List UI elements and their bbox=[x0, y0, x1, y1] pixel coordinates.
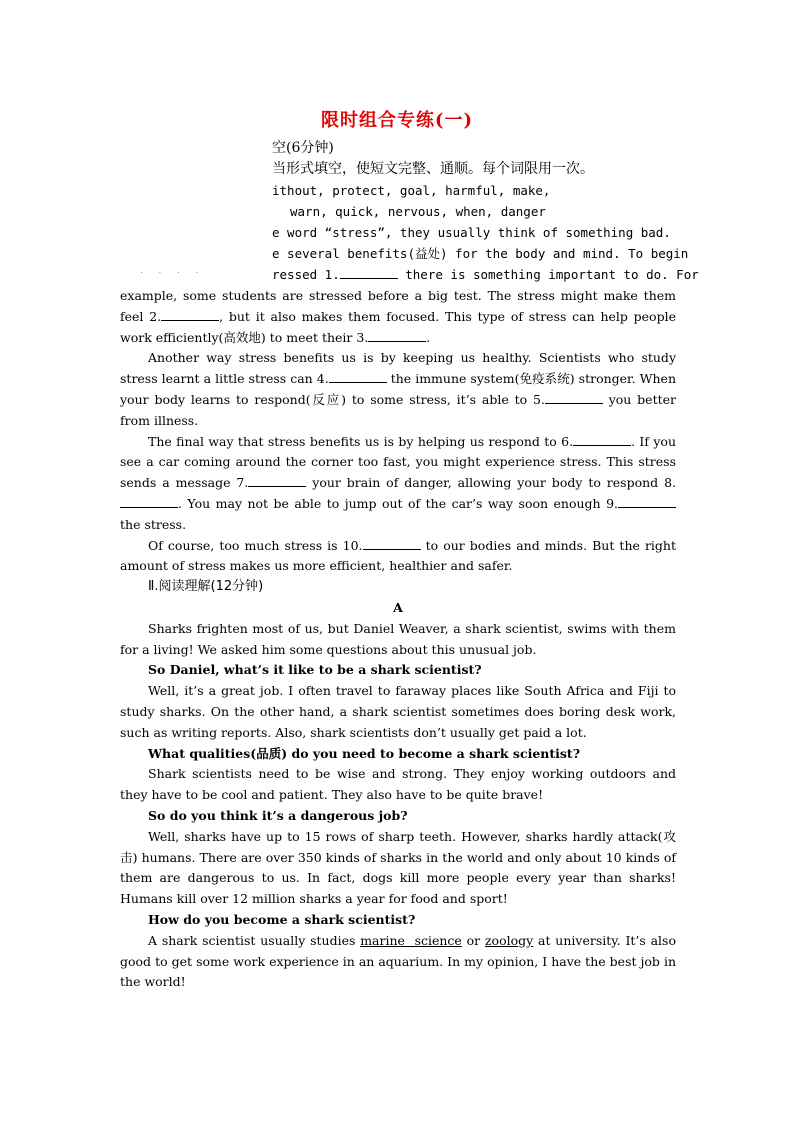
interview-question-4: How do you become a shark scientist? bbox=[148, 911, 416, 927]
blank-3[interactable] bbox=[368, 328, 426, 342]
instructions-partial: 当形式填空，使短文完整、通顺。每个词限用一次。 bbox=[272, 161, 594, 177]
blank-7[interactable] bbox=[248, 473, 306, 487]
passage-label: A bbox=[393, 599, 403, 615]
word-bank-line-2: warn, quick, nervous, when, danger bbox=[290, 204, 546, 219]
passage-line-partial: ressed 1. there is something important to do. For bbox=[272, 267, 699, 282]
section-2-heading: Ⅱ.阅读理解(12分钟) bbox=[148, 579, 264, 595]
blank-4[interactable] bbox=[329, 369, 387, 383]
page-title: 限时组合专练(一) bbox=[320, 110, 474, 131]
interview-question-2: What qualities(品质) do you need to become a shark scientist? bbox=[148, 745, 581, 761]
section-heading-partial: 空(6分钟) bbox=[272, 140, 334, 156]
cloze-paragraph-4: Of course, too much stress is 10. to our bodies and minds. But the right amount of stress makes us more efficient, healthier and safer. bbox=[120, 537, 677, 574]
blank-1[interactable] bbox=[340, 265, 398, 279]
cloze-paragraph-3: The final way that stress benefits us is by helping us respond to 6. . If you see a car coming around the corner too fast, you might experience stress. This stress sends a message 7. your brain of danger, allowing your body to respond 8.. You may not be able to jump out of the car’s way soon enough 9. the stress. bbox=[120, 433, 676, 532]
interview-question-3: So do you think it’s a dangerous job? bbox=[148, 807, 408, 823]
interview-answer-1: Well, it’s a great job. I often travel to faraway places like South Africa and Fiji to study sharks. On the other hand, a shark scientist sometimes does boring desk work, such as writing reports. Also, shark scientists don’t usually get paid a lot. bbox=[120, 683, 676, 740]
interview-answer-3: Well, sharks have up to 15 rows of sharp teeth. However, sharks hardly attack(攻击) humans. There are over 350 kinds of sharks in the world and only about 10 kinds of them are dangerous to us. In fact, dogs kill more people every year than sharks! Humans kill over 12 million sharks a year for food and sport! bbox=[120, 828, 676, 907]
cloze-paragraph-1-cont: example, some students are stressed before a big test. The stress might make them feel 2. , but it also makes them focused. This type of stress can help people work efficiently(高效地) to meet their 3. . bbox=[120, 288, 676, 345]
underlined-word-zoology: zoology bbox=[484, 932, 534, 948]
blank-5[interactable] bbox=[545, 390, 603, 404]
blank-6[interactable] bbox=[573, 432, 631, 446]
blank-2[interactable] bbox=[161, 307, 219, 321]
passage-line-partial: e several benefits(益处) for the body and mind. To begin bbox=[272, 246, 689, 261]
cloze-paragraph-2: Another way stress benefits us is by keeping us healthy. Scientists who study stress learnt a little stress can 4. the immune system(免疫系统) stronger. When your body learns to respond(反应) to some stress, it’s able to 5. you better from illness. bbox=[120, 350, 676, 428]
blank-8[interactable] bbox=[120, 494, 178, 508]
interview-answer-4: A shark scientist usually studies marine science or zoology at university. It’s also good to get some work experience in an aquarium. In my opinion, I have the best job in the world! bbox=[120, 932, 676, 990]
reading-intro: Sharks frighten most of us, but Daniel Weaver, a shark scientist, swims with them for a living! We asked him some questions about this unusual job. bbox=[120, 620, 676, 657]
interview-question-1: So Daniel, what’s it like to be a shark scientist? bbox=[148, 662, 482, 678]
passage-line-partial: e word “stress”, they usually think of something bad. bbox=[272, 225, 671, 240]
word-bank-line-1: ithout, protect, goal, harmful, make, bbox=[272, 183, 551, 198]
interview-answer-2: Shark scientists need to be wise and strong. They enjoy working outdoors and they have to be cool and patient. They also have to be quite brave! bbox=[120, 766, 676, 803]
blank-10[interactable] bbox=[363, 536, 421, 550]
underlined-word-marine: marine bbox=[360, 932, 405, 948]
document-body bbox=[120, 286, 676, 993]
scan-specks: · · · · bbox=[140, 268, 205, 279]
underlined-word-science: science bbox=[414, 932, 462, 948]
blank-9[interactable] bbox=[618, 494, 676, 508]
